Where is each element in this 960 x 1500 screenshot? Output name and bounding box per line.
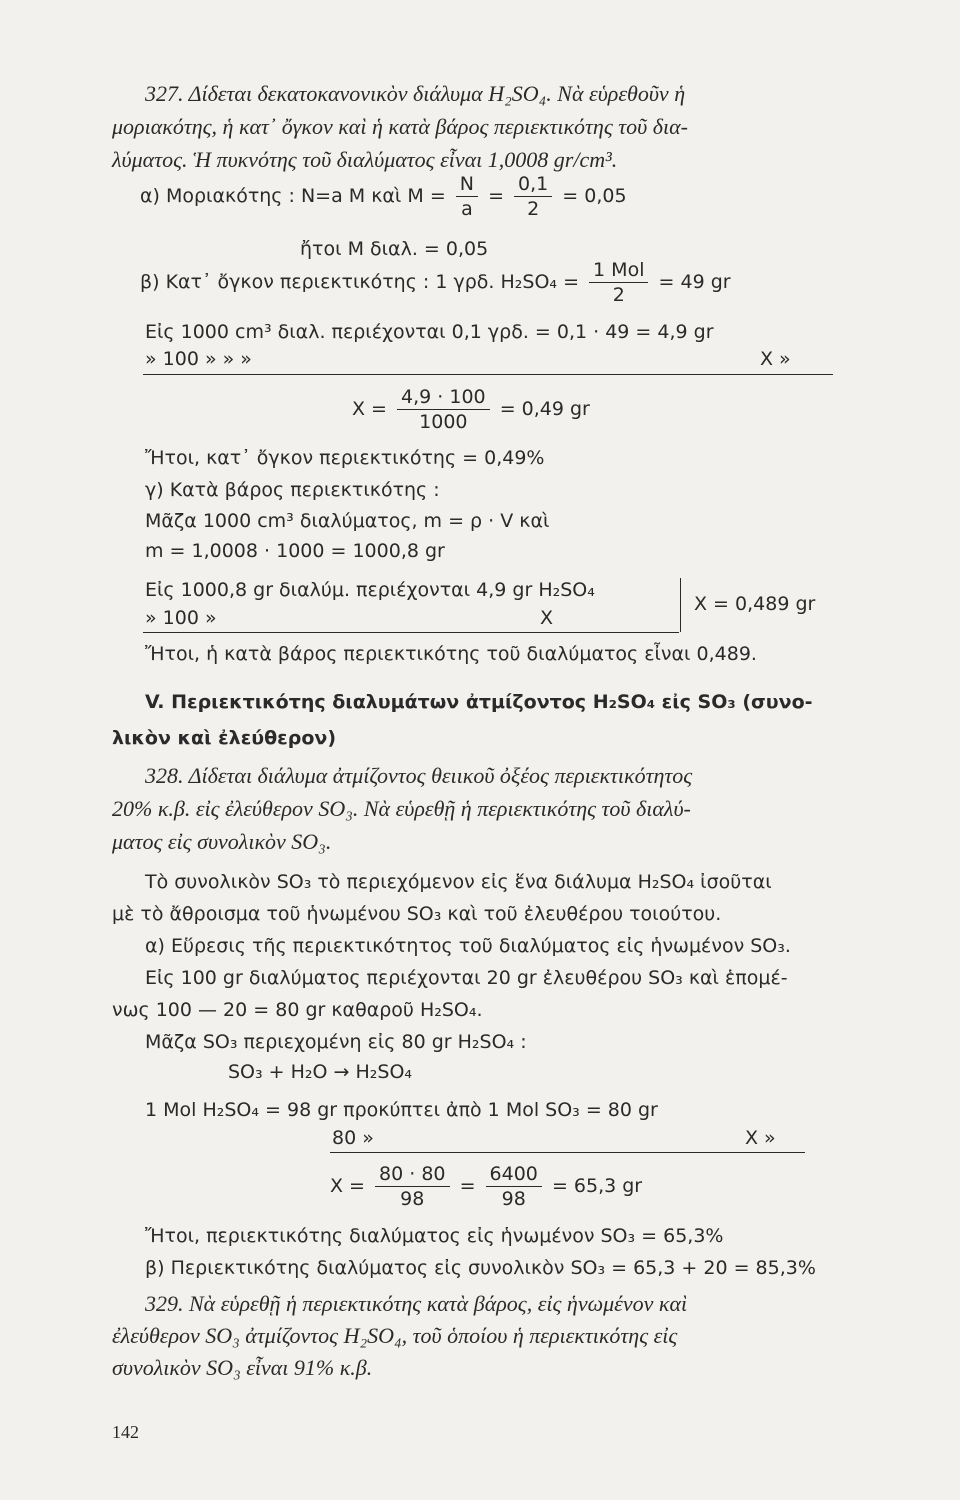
volume-percent-prefix: β) Κατ᾿ ὄγκον περιεκτικότης : 1 γρδ. H₂SO₄ = bbox=[140, 271, 579, 293]
fraction-denominator: 98 bbox=[501, 1188, 526, 1210]
weight-proportion-rule bbox=[143, 632, 679, 633]
page-number: 142 bbox=[112, 1422, 139, 1442]
fraction-01-over-2 bbox=[514, 172, 552, 221]
problem-329-line-3: συνολικὸν SO₃ εἶναι 91% κ.β. bbox=[112, 1355, 373, 1380]
mol-proportion-rule bbox=[330, 1152, 805, 1153]
x2-calc-prefix: X = bbox=[330, 1175, 365, 1197]
mol-proportion-left: 80 » bbox=[332, 1127, 374, 1149]
fraction-denominator: 2 bbox=[527, 198, 540, 220]
problem-329-line-2: ἐλεύθερον SO₃ ἀτμίζοντος H₂SO₄, τοῦ ὁποίου ἡ περιεκτικότης εἰς bbox=[112, 1323, 678, 1348]
combined-so3-result: Ἤτοι, περιεκτικότης διαλύματος εἰς ἡνωμένον SO₃ = 65,3% bbox=[145, 1225, 724, 1247]
problem-328-text-2: μὲ τὸ ἄθροισμα τοῦ ἡνωμένου SO₃ καὶ τοῦ ἐλευθέρου τοιούτου. bbox=[112, 903, 722, 925]
equals-sign: = bbox=[459, 1175, 476, 1197]
equals-sign: = bbox=[488, 185, 504, 207]
volume-percent-step: Εἰς 1000 cm³ διαλ. περιέχονται 0,1 γρδ. = 0,1 · 49 = 4,9 gr bbox=[145, 321, 714, 343]
problem-329-line-1: 329. Νὰ εὑρεθῇ ἡ περιεκτικότης κατὰ βάρος, εἰς ἡνωμένον καὶ bbox=[145, 1291, 688, 1316]
fraction-x-calc bbox=[397, 385, 490, 434]
fraction-numerator: 4,9 · 100 bbox=[397, 385, 490, 410]
x-calc-prefix: X = bbox=[352, 398, 387, 420]
fraction-denominator: a bbox=[461, 198, 473, 220]
problem-328-part-a-line-4: Μᾶζα SO₃ περιεχομένη εἰς 80 gr H₂SO₄ : bbox=[145, 1031, 527, 1053]
mass-calc-line: m = 1,0008 · 1000 = 1000,8 gr bbox=[145, 540, 445, 562]
fraction-numerator: 6400 bbox=[486, 1162, 542, 1187]
molarity-prefix: α) Μοριακότης : N=a M καὶ M = bbox=[140, 185, 446, 207]
mol-proportion-right: X » bbox=[745, 1127, 776, 1149]
x-calc-line bbox=[352, 385, 590, 434]
molarity-conclusion: ἤτοι M διαλ. = 0,05 bbox=[300, 238, 489, 260]
fraction-6400-over-98 bbox=[486, 1162, 542, 1211]
problem-327-line-3: λύματος. Ἡ πυκνότης τοῦ διαλύματος εἶναι 1,0008 gr/cm³. bbox=[112, 147, 618, 172]
problem-328-line-1: 328. Δίδεται διάλυμα ἀτμίζοντος θειικοῦ ὀξέος περιεκτικότητος bbox=[145, 763, 693, 788]
fraction-n-over-a bbox=[456, 172, 478, 221]
problem-327-line-2: μοριακότης, ἡ κατ᾿ ὄγκον καὶ ἡ κατὰ βάρος περιεκτικότης τοῦ δια- bbox=[112, 114, 688, 139]
fraction-1mol-over-2 bbox=[589, 258, 648, 307]
weight-percent-heading: γ) Κατὰ βάρος περιεκτικότης : bbox=[145, 479, 440, 501]
molarity-line bbox=[140, 172, 627, 221]
section-heading-line-2: λικὸν καὶ ἐλεύθερον) bbox=[112, 727, 337, 749]
mol-relation-line: 1 Mol H₂SO₄ = 98 gr προκύπτει ἀπὸ 1 Mol SO₃ = 80 gr bbox=[145, 1099, 658, 1121]
proportion-left: » 100 » » » bbox=[145, 348, 252, 370]
x-calc-result: = 0,49 gr bbox=[499, 398, 590, 420]
fraction-denominator: 1000 bbox=[419, 411, 468, 433]
weight-proportion-left: » 100 » bbox=[145, 607, 217, 629]
proportion-right: X » bbox=[760, 348, 791, 370]
mass-formula-line: Μᾶζα 1000 cm³ διαλύματος, m = ρ · V καὶ bbox=[145, 510, 550, 532]
x2-calc-result: = 65,3 gr bbox=[551, 1175, 643, 1197]
weight-proportion-bracket bbox=[680, 578, 681, 632]
weight-proportion-line-1: Εἰς 1000,8 gr διαλύμ. περιέχονται 4,9 gr H₂SO₄ bbox=[145, 579, 595, 601]
molarity-result: = 0,05 bbox=[562, 185, 627, 207]
problem-328-line-3: ματος εἰς συνολικὸν SO₃. bbox=[112, 829, 332, 854]
weight-percent-result: Ἤτοι, ἡ κατὰ βάρος περιεκτικότης τοῦ διαλύματος εἶναι 0,489. bbox=[145, 643, 757, 665]
fraction-numerator: 0,1 bbox=[514, 172, 552, 197]
fraction-denominator: 2 bbox=[612, 284, 625, 306]
fraction-numerator: 80 · 80 bbox=[375, 1162, 449, 1187]
problem-328-part-a-line-2: Εἰς 100 gr διαλύματος περιέχονται 20 gr ἐλευθέρου SO₃ καὶ ἑπομέ- bbox=[145, 967, 788, 989]
problem-328-line-2: 20% κ.β. εἰς ἐλεύθερον SO₃. Νὰ εὑρεθῇ ἡ περιεκτικότης τοῦ διαλύ- bbox=[112, 796, 691, 821]
weight-proportion-result: X = 0,489 gr bbox=[694, 593, 816, 615]
fraction-numerator: N bbox=[456, 172, 478, 197]
fraction-numerator: 1 Mol bbox=[589, 258, 648, 283]
reaction-equation: SO₃ + H₂O → H₂SO₄ bbox=[228, 1061, 413, 1083]
volume-percent-equiv: = 49 gr bbox=[658, 271, 731, 293]
problem-328-part-a-heading: α) Εὕρεσις τῆς περιεκτικότητος τοῦ διαλύματος εἰς ἡνωμένον SO₃. bbox=[145, 935, 791, 957]
fraction-denominator: 98 bbox=[400, 1188, 425, 1210]
total-so3-result: β) Περιεκτικότης διαλύματος εἰς συνολικὸν SO₃ = 65,3 + 20 = 85,3% bbox=[145, 1257, 816, 1279]
weight-proportion-right: X bbox=[540, 607, 554, 629]
section-heading-line-1: V. Περιεκτικότης διαλυμάτων ἀτμίζοντος H₂SO₄ εἰς SO₃ (συνο- bbox=[145, 691, 813, 713]
volume-percent-line bbox=[140, 258, 731, 307]
x2-calc-line bbox=[330, 1162, 642, 1211]
problem-328-text-1: Τὸ συνολικὸν SO₃ τὸ περιεχόμενον εἰς ἕνα διάλυμα H₂SO₄ ἰσοῦται bbox=[145, 871, 772, 893]
volume-percent-result: Ἤτοι, κατ᾿ ὄγκον περιεκτικότης = 0,49% bbox=[145, 447, 545, 469]
proportion-rule bbox=[143, 374, 833, 375]
problem-328-part-a-line-3: νως 100 — 20 = 80 gr καθαροῦ H₂SO₄. bbox=[112, 999, 483, 1021]
fraction-80x80-over-98 bbox=[375, 1162, 449, 1211]
problem-327-line-1: 327. Δίδεται δεκατοκανονικὸν διάλυμα H₂SO₄. Νὰ εὑρεθοῦν ἡ bbox=[145, 81, 686, 106]
